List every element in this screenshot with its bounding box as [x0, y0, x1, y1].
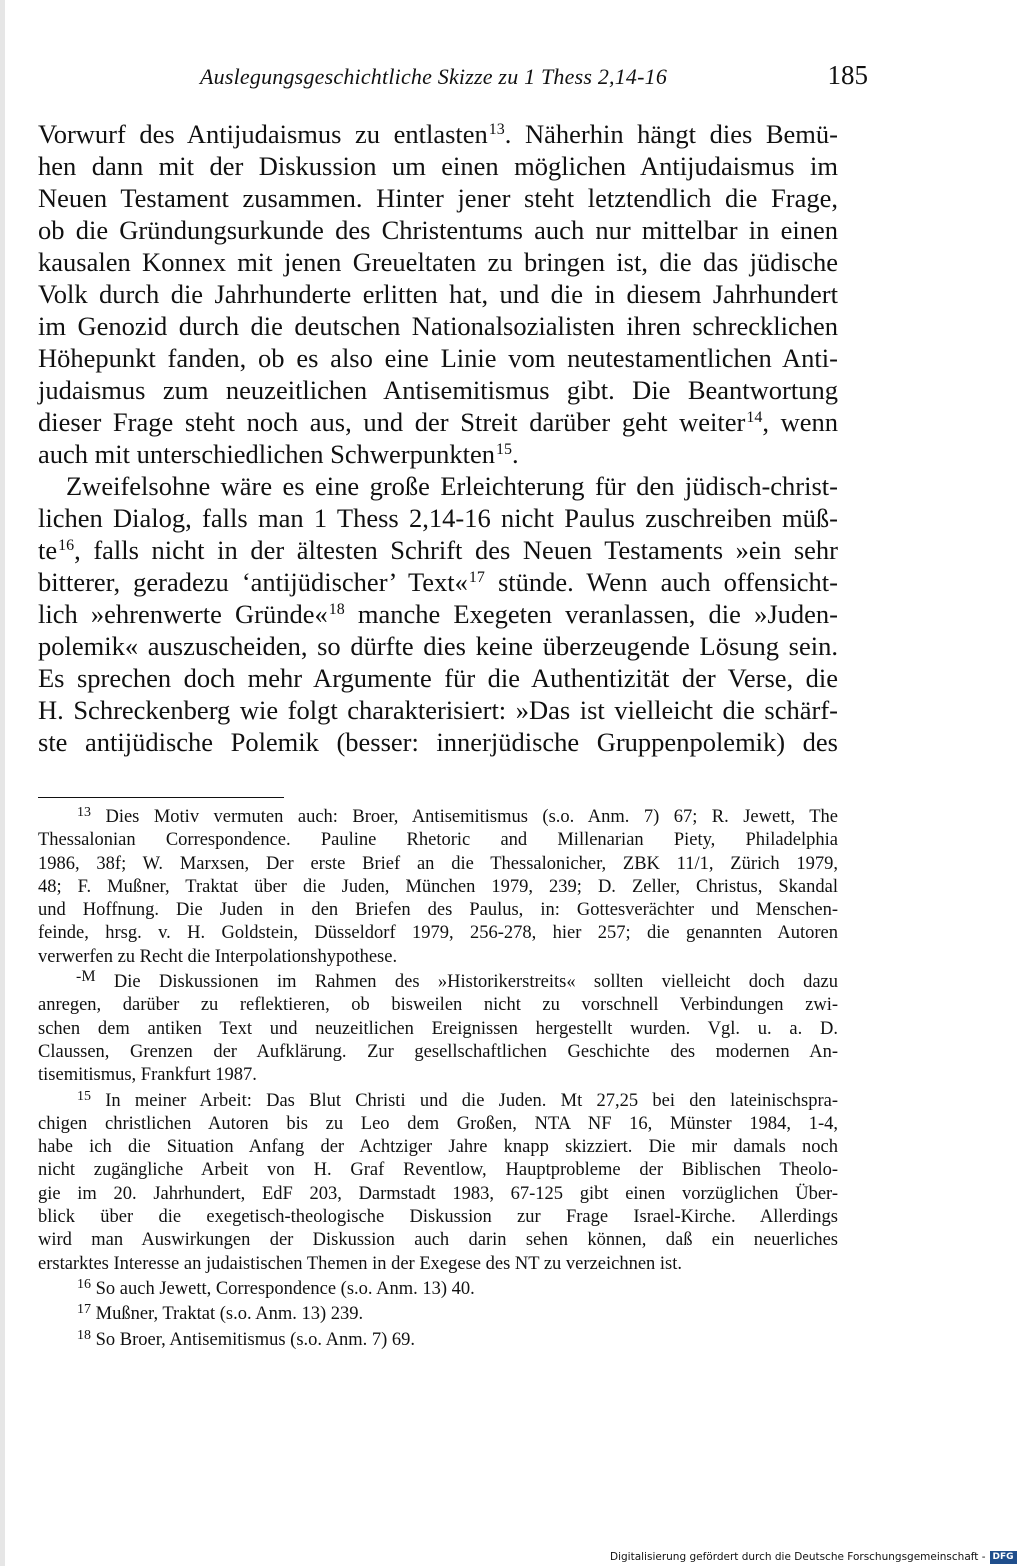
text-line: H. Schreckenberg wie folgt charakterisiert: »Das ist vielleicht die schärf- — [38, 695, 838, 725]
text-line: kausalen Konnex mit jenen Greueltaten zu bringen ist, die das jüdische — [38, 247, 838, 277]
footnote-number: 16 — [77, 1276, 91, 1292]
footnote-line: $^{13}$ Dies Motiv vermuten auch: Broer, Antisemitismus (s.o. Anm. 7) 67; R. Jewett, The — [77, 805, 838, 827]
footnote-line: anregen, darüber zu reflektieren, ob bisweilen nicht zu vorschnell Verbindungen zwi- — [38, 995, 838, 1016]
footnote-line: Thessalonian Correspondence. Pauline Rhetoric and Millenarian Piety, Philadelphia — [38, 830, 838, 851]
text-line: judaismus zum neuzeitlichen Antisemitismus gibt. Die Beantwortung — [38, 375, 838, 405]
footnote-16 — [38, 1278, 838, 1301]
text-line: ste antijüdische Polemik (besser: innerjüdische Gruppenpolemik) des — [38, 727, 838, 757]
page-edge — [0, 0, 5, 1566]
footnote-line: 1986, 38f; W. Marxsen, Der erste Brief an die Thessalonicher, ZBK 11/1, Zürich 1979, — [38, 853, 838, 874]
footnote-line: $^{17}$ Mußner, Traktat (s.o. Anm. 13) 239. — [77, 1302, 364, 1325]
page-number: 185 — [827, 60, 868, 90]
digitization-credit — [610, 1550, 1017, 1564]
footnote-line: schen dem antiken Text und neuzeitlichen Ereignissen hergestellt wurden. Vgl. u. a. D. — [38, 1018, 838, 1039]
footnote-line: chigen christlichen Autoren bis zu Leo dem Großen, NTA NF 16, Münster 1984, 1-4, — [38, 1113, 838, 1134]
footnote-line: blick über die exegetisch-theologische Diskussion zur Frage Israel-Kirche. Allerdings — [38, 1207, 838, 1228]
footnote-number: 18 — [77, 1327, 91, 1343]
footnote-13 — [38, 806, 838, 969]
running-head: Auslegungsgeschichtliche Skizze zu 1 Thess 2,14-16 — [200, 64, 668, 89]
body-text — [38, 118, 838, 758]
footnote-line: verwerfen zu Recht die Interpolationshypothese. — [38, 946, 398, 967]
footnote-17 — [38, 1303, 838, 1326]
text-line: Es sprechen doch mehr Argumente für die Authentizität der Verse, die — [38, 663, 838, 693]
footnote-line: nicht zugängliche Arbeit von H. Graf Reventlow, Hauptprobleme der Biblischen Theolo- — [38, 1160, 838, 1181]
footnote-number: 15 — [77, 1088, 91, 1104]
footnote-line: tisemitismus, Frankfurt 1987. — [38, 1065, 257, 1086]
text-line: Volk durch die Jahrhunderte erlitten hat, und die in diesem Jahrhundert — [38, 279, 838, 309]
text-line: lich »ehrenwerte Gründe«$^{18}$ manche Exegeten veranlassen, die »Juden- — [38, 599, 838, 629]
footnote-14 — [38, 968, 838, 1087]
paragraph-1 — [38, 118, 838, 470]
footnote-ref[interactable]: 17 — [468, 569, 485, 586]
footnote-15 — [38, 1090, 838, 1276]
dfg-logo: DFG — [990, 1551, 1017, 1564]
text-line: hen dann mit der Diskussion um einen möglichen Antijudaismus im — [38, 151, 838, 181]
footnote-line: und Hoffnung. Die Juden in den Briefen des Paulus, in: Gottesverächter und Menschen- — [38, 900, 838, 921]
footnote-line: $^{16}$ So auch Jewett, Correspondence (s.o. Anm. 13) 40. — [77, 1276, 475, 1299]
footnote-separator — [38, 797, 284, 798]
footnote-line: habe ich die Situation Anfang der Achtziger Jahre knapp skizziert. Die mir damals noch — [38, 1137, 838, 1158]
text-line: Zweifelsohne wäre es eine große Erleichterung für den jüdisch-christ- — [66, 471, 838, 501]
footnote-line: Claussen, Grenzen der Aufklärung. Zur gesellschaftlichen Geschichte des modernen An- — [38, 1041, 838, 1062]
footnote-line: gie im 20. Jahrhundert, EdF 203, Darmstadt 1983, 67-125 gibt einen vorzüglichen Über- — [38, 1183, 838, 1204]
footnote-ref[interactable]: 16 — [58, 537, 75, 554]
footnote-ref[interactable]: 13 — [488, 121, 505, 138]
footnote-line: $^{15}$ In meiner Arbeit: Das Blut Christi und die Juden. Mt 27,25 bei den lateinischspra- — [77, 1088, 839, 1111]
footnote-line: $^{18}$ So Broer, Antisemitismus (s.o. Anm. 7) 69. — [77, 1327, 416, 1350]
text-line: te$^{16}$, falls nicht in der ältesten Schrift des Neuen Testaments »ein sehr — [38, 535, 838, 565]
footnote-line: wird man Auswirkungen der Diskussion auch darin sehen können, daß ein neuerliches — [38, 1230, 838, 1251]
footnote-ref[interactable]: 14 — [746, 409, 763, 426]
paragraph-2 — [38, 470, 838, 758]
footnote-line: erstarktes Interesse an judaistischen Themen in der Exegese des NT zu verzeichnen ist. — [38, 1253, 683, 1274]
text-line: im Genozid durch die deutschen Nationalsozialisten ihren schrecklichen — [38, 311, 838, 341]
footnote-number: 17 — [77, 1302, 91, 1318]
credit-text: Digitalisierung gefördert durch die Deutsche Forschungsgemeinschaft - — [610, 1551, 986, 1563]
footnotes — [38, 806, 838, 1352]
text-line: dieser Frage steht noch aus, und der Streit darüber geht weiter$^{14}$, wenn — [38, 407, 838, 437]
text-line: lichen Dialog, falls man 1 Thess 2,14-16 nicht Paulus zuschreiben müß- — [38, 503, 838, 533]
footnote-line: -M Die Diskussionen im Rahmen des »Historikerstreits« sollten vielleicht doch dazu — [76, 968, 838, 993]
text-line: ob die Gründungsurkunde des Christentums auch nur mittelbar in einen — [38, 215, 838, 245]
footnote-18 — [38, 1329, 838, 1352]
footnote-line: feinde, hrsg. v. H. Goldstein, Düsseldorf 1979, 256-278, hier 257; die genannten Autoren — [38, 923, 838, 944]
footnote-number: 13 — [77, 805, 91, 820]
text-line: polemik« auszuscheiden, so dürfte dies keine überzeugende Lösung sein. — [38, 631, 838, 661]
text-line: bitterer, geradezu ‘antijüdischer’ Text«$^{17}$ stünde. Wenn auch offensicht- — [38, 567, 838, 597]
text-line: Vorwurf des Antijudaismus zu entlasten$^{13}$. Näherhin hängt dies Bemü- — [38, 119, 838, 149]
footnote-ref[interactable]: 15 — [495, 441, 512, 458]
footnote-number: -M — [76, 968, 96, 986]
text-line: auch mit unterschiedlichen Schwerpunkten$^{15}$. — [38, 439, 519, 469]
text-line: Höhepunkt fanden, ob es also eine Linie vom neutestamentlichen Anti- — [38, 343, 838, 373]
text-line: Neuen Testament zusammen. Hinter jener steht letztendlich die Frage, — [38, 183, 838, 213]
footnote-line: 48; F. Mußner, Traktat über die Juden, München 1979, 239; D. Zeller, Christus, Skandal — [38, 876, 838, 897]
footnote-ref[interactable]: 18 — [328, 601, 345, 618]
